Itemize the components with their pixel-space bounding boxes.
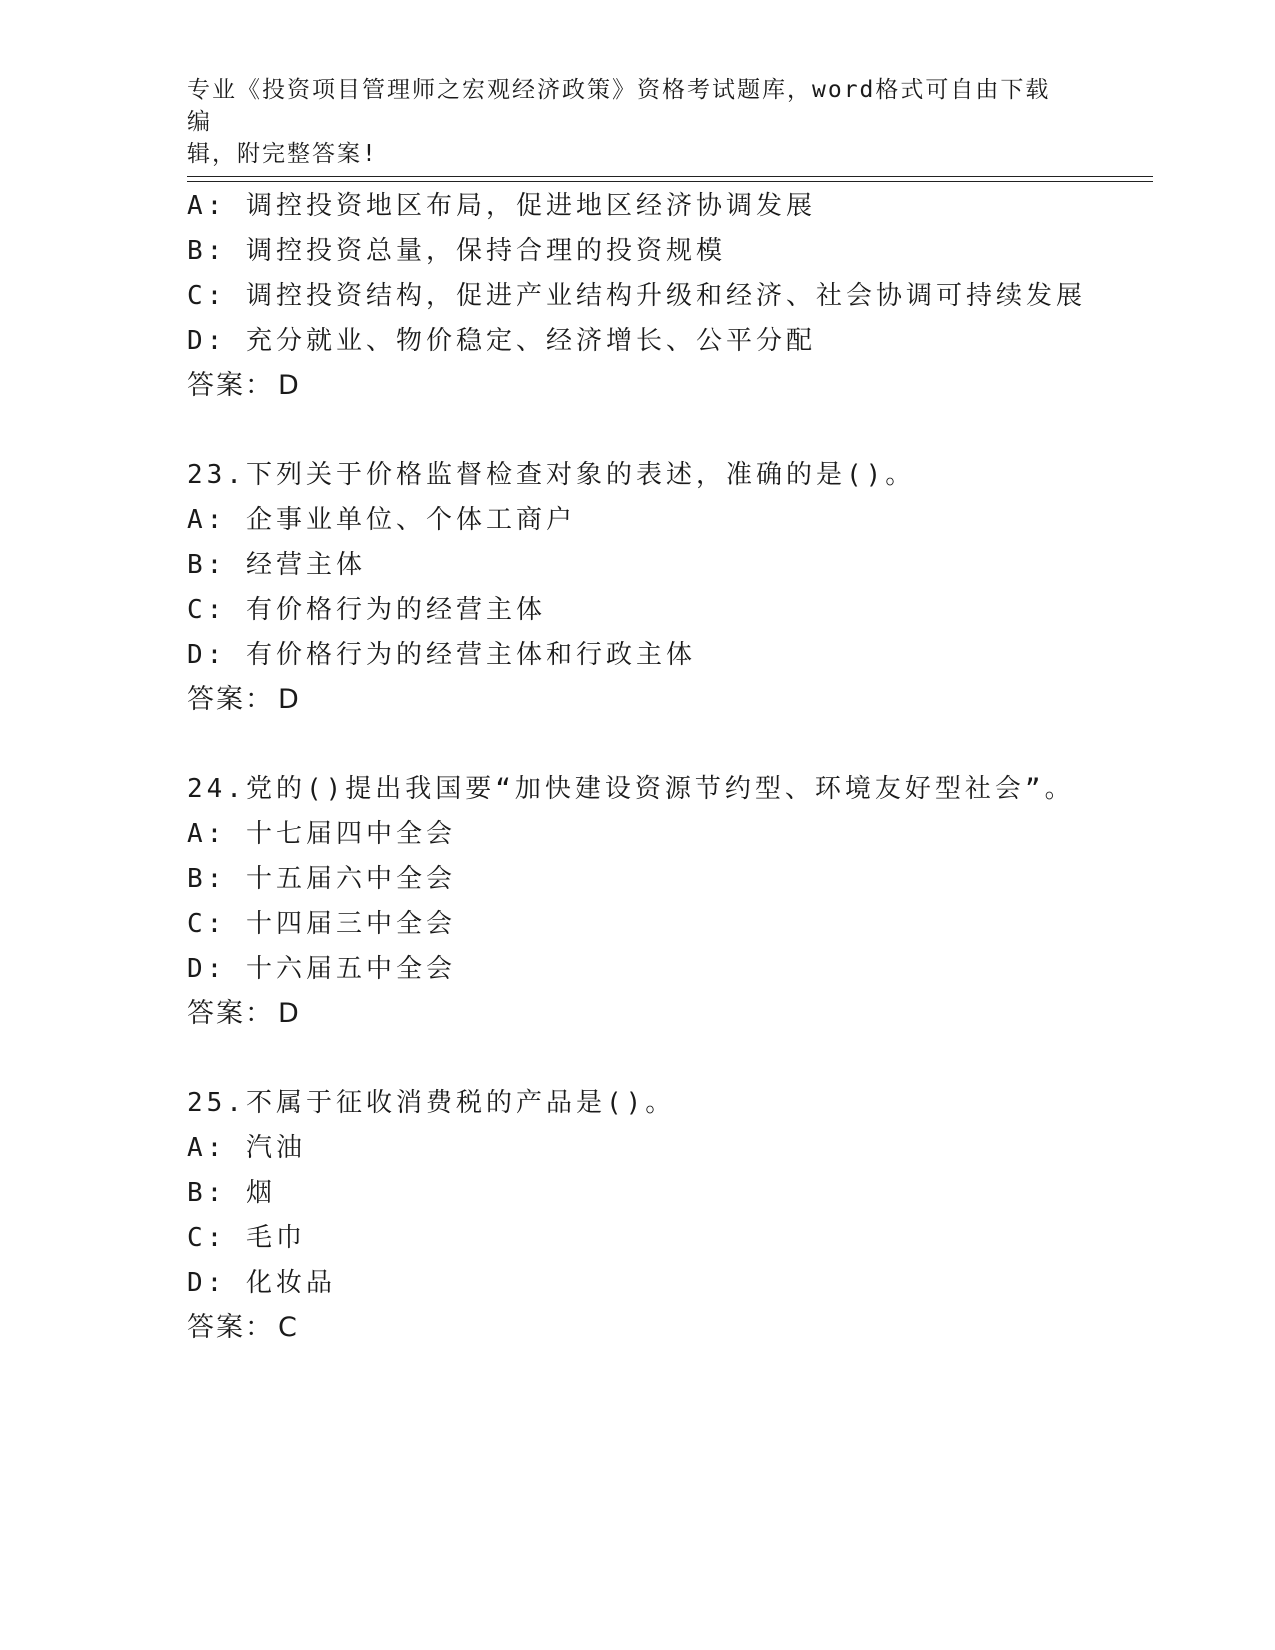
answer-value: D [278, 998, 301, 1029]
q23-option-b: B: 经营主体 [187, 550, 366, 580]
q25-answer [187, 1312, 299, 1344]
answer-label: 答案： [187, 684, 274, 715]
document-header [187, 74, 1067, 170]
q23-option-d: D: 有价格行为的经营主体和行政主体 [187, 640, 696, 670]
answer-value: C [278, 1312, 299, 1343]
q24-option-c: C: 十四届三中全会 [187, 909, 456, 939]
q24-option-d: D: 十六届五中全会 [187, 954, 456, 984]
answer-label: 答案： [187, 998, 274, 1029]
q25-option-a: A: 汽油 [187, 1133, 306, 1163]
q24-question: 24.党的()提出我国要“加快建设资源节约型、环境友好型社会”。 [187, 774, 1075, 804]
q25-option-b: B: 烟 [187, 1178, 276, 1208]
q23-option-a: A: 企事业单位、个体工商户 [187, 505, 576, 535]
q23-option-c: C: 有价格行为的经营主体 [187, 595, 546, 625]
q22-option-d: D: 充分就业、物价稳定、经济增长、公平分配 [187, 326, 816, 356]
q24-option-b: B: 十五届六中全会 [187, 864, 456, 894]
q22-option-a: A: 调控投资地区布局，促进地区经济协调发展 [187, 191, 816, 221]
header-divider-top [187, 176, 1153, 177]
q23-answer [187, 684, 301, 716]
answer-value: D [278, 684, 301, 715]
header-line-2: 辑，附完整答案! [187, 141, 378, 167]
header-line-1: 专业《投资项目管理师之宏观经济政策》资格考试题库，word格式可自由下载编 [187, 77, 1051, 135]
q22-answer [187, 370, 301, 402]
q24-option-a: A: 十七届四中全会 [187, 819, 456, 849]
q25-question: 25.不属于征收消费税的产品是()。 [187, 1088, 676, 1118]
answer-label: 答案： [187, 370, 274, 401]
q25-option-d: D: 化妆品 [187, 1268, 336, 1298]
q24-answer [187, 998, 301, 1030]
q23-question: 23.下列关于价格监督检查对象的表述，准确的是()。 [187, 460, 916, 490]
q25-option-c: C: 毛巾 [187, 1223, 306, 1253]
q22-option-c: C: 调控投资结构，促进产业结构升级和经济、社会协调可持续发展 [187, 281, 1086, 311]
answer-value: D [278, 370, 301, 401]
q22-option-b: B: 调控投资总量，保持合理的投资规模 [187, 236, 726, 266]
header-divider-bottom [187, 181, 1153, 182]
answer-label: 答案： [187, 1312, 274, 1343]
